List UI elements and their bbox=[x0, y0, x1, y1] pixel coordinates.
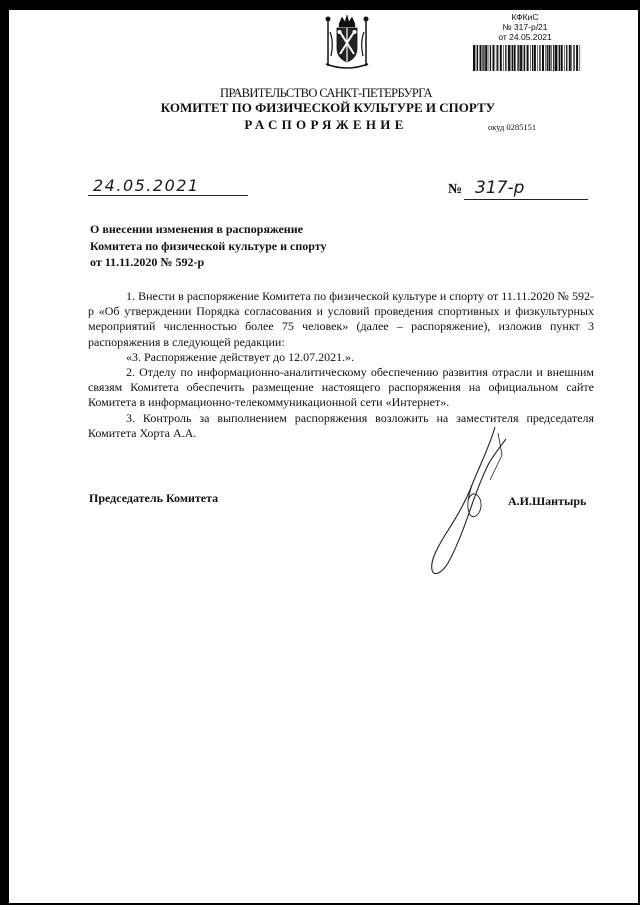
document-number: 317-р bbox=[475, 178, 525, 198]
barcode-bar bbox=[561, 45, 563, 71]
barcode-bar bbox=[505, 45, 506, 71]
date-underline bbox=[88, 195, 248, 196]
barcode-bar bbox=[547, 45, 548, 71]
barcode-bar bbox=[558, 45, 559, 71]
barcode-bar bbox=[485, 45, 487, 71]
barcode-bar bbox=[500, 45, 502, 71]
barcode-bar bbox=[524, 45, 525, 71]
handwritten-signature bbox=[410, 425, 520, 585]
barcode-bar bbox=[539, 45, 540, 71]
barcode-bar bbox=[488, 45, 489, 71]
number-sign: № bbox=[448, 182, 463, 197]
scan-border-left bbox=[0, 0, 9, 905]
government-title: ПРАВИТЕЛЬСТВО САНКТ-ПЕТЕРБУРГА bbox=[220, 86, 432, 100]
barcode-bar bbox=[566, 45, 567, 71]
paragraph-quote: «3. Распоряжение действует до 12.07.2021.». bbox=[126, 349, 355, 364]
barcode-bar bbox=[496, 45, 497, 71]
paragraph-2: 2. Отделу по информационно-аналитическому обеспечению развития отрасли и внешним связям Комитета обеспечить размещение настоящего распоряжения на официальном сайте Комитета в информационно-телекоммуникационной сети «Интернет». bbox=[88, 365, 594, 410]
barcode-bar bbox=[549, 45, 551, 71]
barcode-bar bbox=[576, 45, 578, 71]
stamp-line-2: № 317-р/21 bbox=[502, 22, 548, 32]
document-type: РАСПОРЯЖЕНИЕ bbox=[244, 117, 408, 132]
barcode-bar bbox=[497, 45, 498, 71]
document-body bbox=[88, 289, 594, 441]
barcode-bar bbox=[569, 45, 571, 71]
barcode-bar bbox=[537, 45, 538, 71]
paragraph-3: 3. Контроль за выполнением распоряжения возложить на заместителя председателя Комитета Хорта А.А. bbox=[88, 410, 594, 440]
barcode-bar bbox=[527, 45, 529, 71]
document-subject bbox=[90, 221, 327, 271]
subject-line-1: О внесении изменения в распоряжение bbox=[90, 222, 303, 236]
barcode-bar bbox=[573, 45, 574, 71]
barcode-bar bbox=[555, 45, 557, 71]
stamp-line-3: от 24.05.2021 bbox=[498, 32, 552, 42]
barcode-bar bbox=[514, 45, 516, 71]
scan-border-top bbox=[0, 0, 640, 10]
number-underline bbox=[464, 199, 588, 200]
barcode-bar bbox=[523, 45, 524, 71]
barcode-icon bbox=[473, 45, 583, 71]
barcode-bar bbox=[508, 45, 510, 71]
barcode-bar bbox=[483, 45, 484, 71]
barcode-bar bbox=[553, 45, 554, 71]
barcode-bar bbox=[551, 45, 552, 71]
subject-line-2: Комитета по физической культуре и спорту bbox=[90, 238, 327, 253]
barcode-bar bbox=[512, 45, 513, 71]
barcode-bar bbox=[518, 45, 519, 71]
barcode-bar bbox=[493, 45, 495, 71]
barcode-bar bbox=[473, 45, 475, 71]
document-date: 24.05.2021 bbox=[93, 176, 200, 195]
barcode-bar bbox=[545, 45, 546, 71]
barcode-bar bbox=[490, 45, 491, 71]
barcode-bar bbox=[517, 45, 518, 71]
barcode-bar bbox=[559, 45, 560, 71]
barcode-bar bbox=[477, 45, 478, 71]
stamp-line-1: КФКиС bbox=[511, 12, 539, 22]
barcode-bar bbox=[534, 45, 536, 71]
barcode-bar bbox=[530, 45, 531, 71]
barcode-bar bbox=[520, 45, 522, 71]
committee-title: КОМИТЕТ ПО ФИЗИЧЕСКОЙ КУЛЬТУРЕ И СПОРТУ bbox=[160, 100, 496, 115]
barcode-bar bbox=[482, 45, 483, 71]
subject-line-3: от 11.11.2020 № 592-р bbox=[90, 255, 205, 269]
barcode-bar bbox=[571, 45, 572, 71]
coat-of-arms-icon bbox=[322, 12, 372, 74]
paragraph-1: 1. Внести в распоряжение Комитета по физической культуре и спорту от 11.11.2020 № 592-р «Об утверждении Порядка согласования и условий проведения спортивных и физкультурных мероприятий численностью более 75 человек» (далее – распоряжение), изложив пункт 3 распоряжения в следующей редакции: bbox=[88, 289, 594, 349]
barcode-bar bbox=[532, 45, 533, 71]
barcode-bar bbox=[580, 45, 581, 71]
barcode-bar bbox=[503, 45, 504, 71]
okud-code: окуд 0285151 bbox=[488, 122, 537, 132]
signatory-name: А.И.Шантырь bbox=[508, 494, 587, 508]
barcode-bar bbox=[511, 45, 512, 71]
barcode-bar bbox=[480, 45, 482, 71]
barcode-bar bbox=[564, 45, 565, 71]
barcode-bar bbox=[476, 45, 477, 71]
signatory-position: Председатель Комитета bbox=[89, 491, 219, 505]
barcode-bar bbox=[542, 45, 544, 71]
